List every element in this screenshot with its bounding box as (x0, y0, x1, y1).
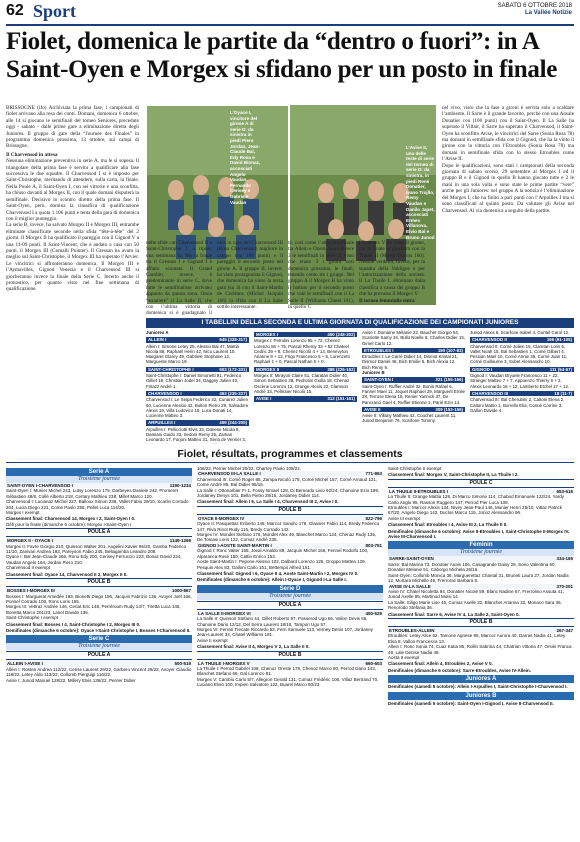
quali-team-score: 309 (153-156) (435, 406, 463, 412)
result-text: Charvensod III: Comé Roger 85, Zampa Nicolò 178, Comé Michel 157, Comé Arnaud 121, Comé André 85, Bal Didier 95/16. (197, 476, 378, 488)
result-text: Morgex VI: Ferrari Trecate Riccardo 52, Ferri Samuele 113, Verney Denis 107, Jordaney Jean-Laurent 34, Chatel Williams 181. (197, 626, 373, 638)
quali-team-name: GIGNOD I (472, 366, 493, 372)
match-teams: SARRE-SAINT-OYEN (389, 556, 434, 562)
result-text: Morgex V: Cambiu Carlo 5/7, Allegron Gerald 131, Comaz Frédéric 106, Villaz Bertrand 70, Luciano Elvio 100, Impieri Salvatore 122, Buarel Marco 50/23. (197, 676, 379, 688)
match-teams: ALLEIN I-AVISE I (7, 661, 43, 667)
match-teams: BOSSES I-MORGEX III (7, 588, 55, 594)
article-column-2: nelle sfide con Charvensod II e Saint-Christophe I, a riposo una settimana fa. Ma la finale tra il Gressan I e Gignod I è affatto scontata. Il Grand Combin, invece, è predominante in serie C, dove tutte le semifinaliste arrivano appunto da questa zona. Ossia “straniere” il La Salle II, che con l’ultima vittoria di domenica si è guadagnato il (146, 240, 212, 315)
match-score: 267-347 (556, 627, 573, 633)
quali-team-name: AVISE I (256, 396, 272, 402)
match-score: 1190-1234 (169, 483, 191, 488)
quali-team-name: CHARVENSOD I (148, 390, 182, 396)
result-text: Saint-Oyen: Collomb Monica 38, Marguerettaz Chantal 31, Bruneti Laura 27, Jordan Nadia 12, Mortara Michelle 49, Frerroraz Barbara 8. (388, 572, 569, 584)
match-score: 450-529 (365, 610, 382, 616)
result-text: Défi pour la finale (dimanche 6 octobre): Morgex I-Saint-Oyen I (6, 521, 132, 527)
result-text: Allein I: Rosten Andrea 112/22, Cerise Laurent 29/22, Garbero Vincent 29/22, Avoyer Claudio 118/22, Letey Aldo 113/22, Collomb Pierguigi 116/22. (6, 666, 192, 678)
classement-line: Demifinales (dimanche 6 octobre): Allein I-Oyace I, Gignod I-La Salle I. (197, 577, 347, 583)
result-text: La Salle: Siligo Marie Lise 45, Comaz Axelle 32, Blanchet Arianna 32, Monaco Sara 36, Renorodo Stefania 36. (388, 599, 562, 611)
quali-team-score: 18 (11-7) (554, 390, 572, 396)
quali-team-players: Etroubles I: Le Carré Didier 14, Dismot Kristal 21, Dismoz Daniel 48, Bich Emilie 5, Bich Alexia 12, Bich Remy 9. (362, 354, 459, 370)
result-text: Avise II exempt (197, 637, 228, 643)
result-text: Bosses I: Marguerat Amedée 183, Bionetti Diego 196, Jacquin Fabrizio 136, Avoyer Joël 166, Ponsel Corrado 108, Ronc Loris 155. (6, 593, 192, 604)
match-teams: ETROUBLES-ALLEIN (389, 627, 435, 633)
page-header (0, 0, 580, 22)
quali-team-score: 503 (172-331) (219, 366, 247, 372)
result-text: Aosta II exempt (388, 654, 420, 660)
quali-team-players: Avise II: Villany Mathieu 42, Couchet Laurent 11, Junod Benjamin 76, Scarfone Tommy. (362, 413, 457, 424)
result-text: Morgex IV: Mondet Stefano 176, Mondet Alex 49, Blanchet Marco 124, Chenaz Rudy 135, De Tomasi Loris 122, Comaz André 235. (197, 532, 377, 543)
classement-line: Classement final: Morgex V, Saint-Christophe II, La Thuile I 2. (388, 472, 519, 478)
quali-team-players: Charvensod II: Corné Julien 15, Claretan Loris 5, Vallet Noah 15, Bal Sebastien 1, Comé Gilbert 4, Pession Mael 10, Corné Annie 35, Corné Juan 11, Corné Guillaume 3, Subet Alessandro 10. (470, 343, 568, 365)
quali-team-name: ETROUBLES I (364, 347, 394, 353)
quali-team-players: Morgex I: Petrolini Lorenzo 95 + 72, Chenez Lorenzo 56 + 75, Pascal Rhemy 33 + 52 Chateel Cedric 29 + 8, Chenez Nicolò 4 + 14, Benevyton Arianne 9 + 12, Frigo Francesco 5 + 5, Lorenzetti Raphael 1 + 0, Pascal Nathan 5 + 0. (254, 338, 350, 365)
result-text: Avise IV: Chatel Nicoletta 94, Donatier Nicole 59, Blanc Nadine 67, Frerrolino Assuta 41, Junod Axelle 95, Martinod Moisi 14. (388, 588, 564, 600)
quali-team-name: MORGEX II (256, 366, 280, 372)
match-teams: SAINT-OYEN I-CHARVENSOD I (7, 483, 73, 488)
quali-team-players: Arpuilles I: Pellicciotti Elvis 33, Danese Nicola 8, Damiani Guido 33, Sedoni Remy 26, Zaman Leonardo 17, Furjoni Matteo 31, Seria de Vernier 3, (146, 426, 247, 443)
quali-team-score: 190 (107-83) (437, 347, 463, 353)
page-number: 62 (6, 2, 24, 19)
quali-column-1 (146, 330, 249, 444)
poule-header: POULE B (197, 651, 383, 660)
match-score: 803-751 (365, 542, 382, 548)
header-rule (6, 24, 574, 26)
result-text: La Thuile I: Perrod Gabriel 108, Chenoz Oreste 178, Chenoz Marco 80, Perrod Dario 143, Blanchet Stefano 66, Gal Lorenzo 81. (197, 665, 377, 677)
classement-line: Classement final: Avise II 4, Morgex V 2, La Salle II 0. (197, 644, 310, 650)
quali-team-header (470, 337, 574, 342)
result-text: Etroubles: Letey Alice 62, Tamone Agnese 86, Marcoz Aurora 40, Darras Nadia 41, Letey Elsa 8, Vallon Francesca 13. (388, 633, 566, 644)
match-teams: GIGNOD I-AOSTE SAINT-MARTIN I (198, 542, 272, 548)
quali-team-header (254, 332, 357, 337)
result-text: 106/22, Perrier Michel 20/22, Charrey Paolo 108/22. (197, 466, 302, 471)
results-column-2 (197, 466, 383, 836)
quali-team-players: Junod Alexis 8, Scarfone Isabel 4, Gontel Carol 12. (470, 330, 570, 335)
result-text: Saint-Christophe II exempt (388, 466, 442, 471)
quali-team-players: Allein I: Simone Letey 25, Alessio Bal 47, Mattia Nicola 88, Raphaël Herin 42, Nico Laurent 10, Margaret Glarey 49, Gabriele Stephane 12, Marguerite Marco 19. (146, 343, 239, 365)
qualification-band: I TABELLINI DELLA SECONDA E ULTIMA GIORNATA DI QUALIFICAZIONE DEI CAMPIONATI JUNIORES (146, 318, 574, 328)
quali-team-header (362, 407, 465, 412)
journee-subheader: Troisième journée (6, 643, 192, 650)
quali-team-players: Gignod I: Vaudan Bryuele Francesco 11 + 22, Stranger Matteo 7 + 7, Appoenzo Thierry 6 + 2, Alexis Leonardo 16 + 12, Lamberto Etchel 17 + 12. (470, 373, 570, 389)
photo-caption-right: L’Avise II, una delle teste di serie del torneo di serie D: da sinistra, in piedi René Donatier, Ivano Trojllo, Remy Vaudan e Danilo Japet, accosciati Ermes Villanova, Elvio Bal e Bruno Junod (406, 145, 435, 240)
quali-team-players: Charvensod I: Le Seipa Federico 42, Cunarez Julien 60, Lucienne Alessio 42, Bolton Pietro 29, Salvadore Alexis 19, Villa Ludovico 15, Luca Donati 14, Lucienne Matteo 3. (146, 397, 249, 419)
quali-column-4 (470, 330, 574, 444)
quali-team-name: ARPUILLES I (148, 420, 176, 426)
match-score: 334-165 (556, 556, 573, 562)
quali-team-header (146, 391, 249, 396)
quali-team-header (362, 377, 465, 382)
serie-header: Juniores B (388, 692, 574, 700)
classement-line: Classement final: Bosses I 4, Saint-Christophe I 2, Morgex III 0. (6, 621, 141, 627)
quali-group-title: Juniores B (362, 370, 385, 376)
match-score: 500-519 (174, 661, 191, 667)
result-text: Etroubles I: Marcoz Alexis 134, Nivey Jean-Paul 146, Munier Henri 25/10, Vittaz Patrick 67/20, Angelo Diego 142, Duclos Marco 115, Jorioz Alessandro 96. (388, 505, 562, 516)
match-score: 370-201 (556, 583, 573, 589)
quali-group-title: Juniores A (146, 330, 169, 335)
quali-team-header (362, 348, 465, 353)
quali-team-score: 645 (328-317) (219, 337, 247, 343)
quali-team-score: 450 (248-202) (327, 332, 355, 337)
quali-team-score: 459 (244-205) (219, 420, 247, 426)
poule-header: POULE B (388, 618, 574, 627)
quali-team-name: MORGEX I (256, 332, 278, 337)
quali-team-name: ALLEIN I (148, 337, 167, 343)
result-text: Allein I: Ronc Sonia 74, Cuaz Katia 85, Rollin Sabrina 44, Chatrian Vittoria 47, Orsini Franca 49, Lale Denise Nadia 48. (388, 644, 572, 655)
quali-column-2 (254, 330, 357, 444)
quali-team-header (146, 420, 249, 425)
match-teams: OYACE II-MORGEX IV (198, 515, 245, 521)
match-score: 771-863 (365, 471, 382, 477)
serie-header: Serie A (6, 468, 192, 476)
poule-header: POULE C (388, 479, 574, 488)
result-text: La Salle I: Ottonarbier Fr 1, Fossy Ismael 128, Di Bernardo Livio 92/24, Chanoine Ezio 189, Jordaney Denys 101, Bella Pietro 28/16, Jordaney Didier 114. (197, 487, 380, 499)
classement-line: Demifinales (dimanche 6 octobre): Oyace I-Saint-Christophe I, Bosses I-Charvensod II. (6, 627, 191, 633)
poule-header: POULE A (6, 651, 192, 660)
serie-header: Féminin (388, 541, 574, 549)
quali-team-score: 111 (54-57) (549, 366, 572, 372)
result-text: Gignod I: Ronc Valter 158, Joval Arnaldo 89, Jacquin Michel 166, Fennel Rodolfo 100, Alparanca Rosé 150, Cattin Enrico 153. (197, 548, 369, 559)
quali-team-header (146, 337, 249, 342)
classement-line: Classement final: Etroubles I 4, Avise III 2, La Thuile II 0. (388, 522, 508, 528)
result-text: Charvensod I: Lucianaz Michel 227, Balloux Simon 238, Vallet Fabio 29/10, Scarlin Corrado 204, Lucia Diego 221, Comé Paolo 255, Pellet Luca 114/20. (6, 499, 189, 510)
section-title: Sport (33, 1, 77, 21)
serie-header: Juniores A (388, 675, 574, 683)
quali-team-header (254, 396, 357, 401)
quali-team-players: Morgex II: Mirayon Claire 51, Claratan Didier 40, Simon Sebastien 28, Pedrotini Giulia 18, Chenaz Oscène Lorenzo 12, Grange Alexis 22, Clamson André 33, Pellissier Nicolò 15. (254, 373, 350, 394)
quali-team-name: SAINT-OYEN I (364, 377, 394, 383)
journee-subheader: Troisième journée (197, 593, 383, 600)
article-column-1: BRISSOGNE (ifo) Archiviata la prima fase, i campionati di fiolet arrivano alla resa dei conti. Domani, domenica 6 ottobre, alle 14 si giocano le semifinali del torneo Seniores, precedute oggi - sabato - dalle prime gare a eliminazione diretta degli Juniores. Il gruppo di gare della “Journée des Finales” in programma domenica prossima, 13 ottobre, sui campi di Brissogne. Il Charvensod in attesa Nessuna eliminazione preventiva in serie A, ma le si sopesa. Il triangolare della prima fase è servito a qualificare alla fase successiva le due squadre. Il Charvensod I si è imposto per Saint-Christophe, meritando di attendere, sulla carta, la finale. Nella Poule A, il Saint-Oyen I, con sei vittorie e una sconfitta, ha chiuso davanti al Morgex II, con il quale domani disputerà la semifinale. Decisivo lo scontro diretto della prima fase. Il Saint-Oyen, però, domina la classifica di qualificazione Charvensod I a quota 1.106 punti e tenta della gara di domenica con il miglior punteggio. La serie B, invece, ha salvato Morgex II e Morgex III, entrambe eliminate classificate seconde nella sfida “tête-à-tête” del 2 giorni. Il Morgex II ha qualificato il pareggio con il Gignod V a una 11-09 punti. Il Saint-Vincent, che è andato a casa con 50 punti, il Morgex III (Comalli Pointer). Il Gressan ha avuto la meglio sul Saint-Christophe, il Morgex III ha superato l’Arvier. Le vincitrici si affronteranno domenica. Il Morgex III e l’Aymavilles, Gignod Venezia e il Charvensod III si giocheranno invece la finale della Serie C. Incerto anche il pronostico, per quanto visto nel fine settimana di qualificazione. (6, 105, 139, 293)
journee-subheader: Troisième journée (6, 476, 192, 483)
classement-line: Demifinales (dimanche 6 octobre): Avise II-Etroubles I, Saint-Christophe II-Morgex IV, Avise III-Charvensod I. (388, 528, 570, 540)
article-column-4: te, così come l’altra semifinale tra Allein e Ozein. Sono invece 3 le semifinali in serie D, visto che erano 3 i gironi così domenica prossima, le finali, tenendo conto tre i gruppi. Nel gruppo A il Morgex B ha vinto il battuto per il secondo posto che vale le semifinali con il La Salle II (Williams Chatel 101), in quello C (288, 240, 354, 311)
match-teams: AVISE IV-LA SALLE (389, 583, 431, 589)
poule-header: POULE A (197, 601, 383, 610)
classement-line: Demifinales (samedi 5 octobre): Allein I-Arpuilles I, Saint-Christophe I-Charvensod I. (388, 684, 568, 690)
classement-line: Classement final: Oyace 14, Charvensod II 2, Morgex II 0. (6, 571, 128, 577)
quali-column-3 (362, 330, 465, 444)
photo-caption-left: L’Oyace I, vincitore del girone A di serie D: da sinistra in piedi Piero Jordan, Jean-Claude Bal, Edy Rosa e David Bionaz, accosciati Angelo Vaudan, Fernando Cerisey e Gabriele Vaudan (230, 110, 261, 205)
quali-team-name: CHARVENSOD II (472, 337, 507, 343)
classement-line: Classement final: Charvensod 14, Morgex I 2, Saint-Oyen I 0. (6, 516, 136, 522)
result-text: Sarre: Bal Marina 73, Donatier Anais 106, Casagrande Daisy 28, Sorio Valentina 50, Donatier Melanie 51, Caborgo Michela 26/16. (388, 561, 556, 573)
result-text: Oyace II: Pasquettaz Enberto 148, Marcoz Sandro 178, Glassier Fabio 114, Bredy Federico 147, Riva Rinot Rudy 116, Bredy Corrado 142. (197, 521, 380, 532)
article-column-5: l’Excenex V ha vinto il girone, ma la finale si giocherà con la Thuile II (Marco Duclos 160). Nessun verdetto, invece, per la squadra della Valdigne e per l’autorizzazione della società. Il La Thuile I, eliminato dalla classifica a causa del gruppo B che ha prevalso il Morgex V. Il torneo femminile entra (359, 240, 425, 304)
match-score: 660-603 (365, 660, 382, 666)
result-text: Avise I: Junod Manuel 128/22, Millery Elvis 136/22, Perrier Didier (6, 677, 136, 683)
result-text: Charvensod II exempt (6, 565, 51, 571)
result-text: Saint-Christophe I exempt (6, 615, 59, 621)
classement-line: Demifinales (samedi 5 octobre): Saint-Oyen I-Gignod I, Avise II-Charvensod II. (388, 700, 554, 706)
quali-team-score: 388 (226-162) (327, 366, 355, 372)
result-text: Morgex I exempt (6, 510, 40, 516)
quali-team-players: Avise I: Domaine Mélanie 22, Bauchet Giorgio 54, Scariotte Samy 34, Bullo Noelle 8, Charles Didier 15, Gimel Carlo 12. (362, 330, 465, 346)
classement-line: Classement final: Allein I 6, La Salle I 4, Charvensod III 2, Avise I 0. (197, 499, 339, 505)
poule-header: POULE B (197, 506, 383, 515)
serie-header: Serie D (197, 585, 383, 593)
result-text: Oyace I: Bal Jean-Claude 266, Rono Edy 200, Cerisey Ferruccio 223, Bonaz David 224, Vaudan Angelo 164, Jordan Piero 210. (6, 554, 182, 565)
match-teams: MORGEX II - OYACE I (7, 538, 53, 544)
quali-team-header (146, 367, 249, 372)
header-date: SABATO 6 OTTOBRE 2018 La Vallée Notizie (497, 3, 572, 16)
quali-team-name: SAINT-CHRISTOPHE I (148, 366, 194, 372)
results-column-1 (6, 466, 192, 836)
match-teams: CHARVENSOD III-LA SALLE I (198, 471, 261, 477)
classement-line: Classement final: Sarre 6, Avise IV 4, La Salle 2, Saint-Oyen 0. (388, 611, 520, 617)
headline: Fiolet, domenica le partite da “dentro o fuori”: in A Saint-Oyen e Morgex si sfidano per un posto in finale (6, 28, 558, 83)
quali-team-players: Saint-Oyen I: Ruffier André 32, Bonin Rafael 6, Fanner Mael 11, Joquet Raphael 29, Marguerit Emile 28, Terrose Elena 18, Renier Yannick 37, De Pancracci Gael 4, Ruffier Etienne 1, Parié Ezio 14. (362, 383, 465, 405)
match-score: 1000-867 (171, 588, 191, 594)
results-column-3 (388, 466, 574, 836)
quali-team-players: Charvensod III: Bal Cherubini 2, Caltoni Elena 2, Caltoni Mattio 1, Borrello Elia, Conné Corrine 3, Gallon Davide 4. (470, 397, 565, 413)
results-title: Fiolet, résultats, programmes et classements (6, 446, 574, 463)
match-teams: LA THUILE II-ETROUBLES I (389, 488, 448, 494)
quali-team-score: 312 (151-161) (327, 396, 355, 402)
classement-line: Classement final: Gignod I 6, Oyace II 4, Aoste Saint-Martin I 2, Morgex IV 0. (197, 570, 359, 576)
article-column-6: nel vivo, visto che la fase a gironi è servita solo a scaldare l’ambiente. Il Sarre è il grande favorito, perché con una Ansale Donatier con (106 punti) con il Saint-Oyen. Il La Salle ha superato il Villair, il Sarre ha superato il Charvensod, il Saint-Oyen ha sconfitto Avise, le vincitrici del Sarre (Sonia Rosa 78) ma domani in semifinale sfida con il Gignod, che ha la vinto il girone con la vittoria con l’Etroubles (Sonia Rosa 78) ma domani in semifinale sfida con lo stesso Etroubles come l’Avise II. Dopo le qualificazioni, sono stati i campionati della seconda giornata di sabato scorso, 29 settembre al Morgex I ed il gruppo B e il Gignod in quello B hanno giocato tutte e 2 le mani in una sola volta e sono state le prime partite “vere” anche per gli Juniores: nel gruppo A la notizia è l’eliminazione del Morgex I, che ha finito a pari punti con l’Arpuilles I ma si sono classificati al quinto posto. Da valutare gli Avise nel Charvensod. Al via domenica a seguito della partite. (442, 105, 574, 214)
serie-header: Serie C (6, 635, 192, 643)
quali-team-score: 321 (155-166) (435, 377, 463, 383)
match-teams: LA SALLE II-MORGEX VI (198, 610, 251, 616)
match-score: 653-616 (556, 488, 573, 494)
poule-header: POULE B (6, 578, 192, 587)
result-text: Aoste Saint-Martin I: Pepone Alessio 102, Dalbard Lorenzo 125, Groppo Mattea 129, Pesquin Alex 83, Galloni Carlo 151, Bettempo Alfred 161. (197, 559, 366, 570)
result-text: Saint-Oyen I: Munier Michel 243, Lutsy Lorenzo 175, Darbeyes Daniele 242, Promeret Sébastien 48/8, Collé Alberto 218, Certary Mathieu 238, Millet Marco 120. (6, 488, 178, 499)
classement-line: Demifinales (dimanche 6 octobre): Sarre-Etroubles, Avise IV-Allein. (388, 667, 531, 673)
quali-team-score: 196 (91-105) (546, 337, 572, 343)
quali-team-players: Saint-Christophe I: Daniel Simonetti 91, Federico Gilliet 18, Christian Jodel 34, Daggey Julien 40, Fritazz André 1. (146, 373, 242, 389)
quali-team-header (470, 367, 574, 372)
result-text: Morgex III: Vettraz Andrée 146, Ceriat Eric 148, Perréroum Rudy 14/7, Tiretta Luca 146, Bonetta Marco 201/23, Lanel Davide 136. (6, 604, 181, 615)
result-text: La Thuile II: Grange Mattia 128, Di Marco Simone 114, Chabod Emanuele 122/24, Yardy Carlo Anglo 95, Rasson Ruggero 147, Perrod Pier Luca 108. (388, 494, 565, 505)
quali-team-header (470, 391, 574, 396)
result-text: La Salle II: Quinson Stefano 44, Gillet Roberto 97, Passerod Ugo 66, Vallon Devis 56, Chanoine Dario 12/12, Del Serra Laurent 18/18, Tampon Ugo 57. (197, 616, 368, 627)
poule-header: POULE A (6, 528, 192, 537)
journee-subheader: Troisième journée (388, 549, 574, 556)
match-score: 1149-1269 (169, 538, 191, 544)
classement-line: Classement final: Allein 4, Etroubles 2, Avise V 0. (388, 661, 493, 667)
quali-team-header (254, 367, 357, 372)
article-column-3: nica in casa del Charvensod III (Rosa Charvensod) migliore in campo con 188 punti) e il pareggio il secondo posto nel girone A. Il gruppo B, invece, ha visto protagonista il Gignod, che domenica ha vinto la terza gara (su 3) con il Saint-Martin de Corléans (Michel Jacquin 166) la sfida con il La Salle sottile interessante. (217, 240, 283, 311)
result-text: Avise III exempt (388, 515, 420, 521)
result-text: Morgex II: Favre Giorgio 210, Quinson Walter 201, Angelini Xavier 96/20, Gamba Federico 11/10, Zanivan Andrea 193, Pareyson Fabio 245, Bellagamba Leandro 208. (6, 543, 187, 555)
quali-team-name: AVISE II (364, 406, 381, 412)
quali-team-score: 463 (235-227) (219, 390, 247, 396)
match-teams: LA THUILE I-MORGEX V (198, 660, 250, 666)
match-score: 822-796 (365, 515, 382, 521)
quali-team-name: CHARVENSOD III (472, 390, 509, 396)
